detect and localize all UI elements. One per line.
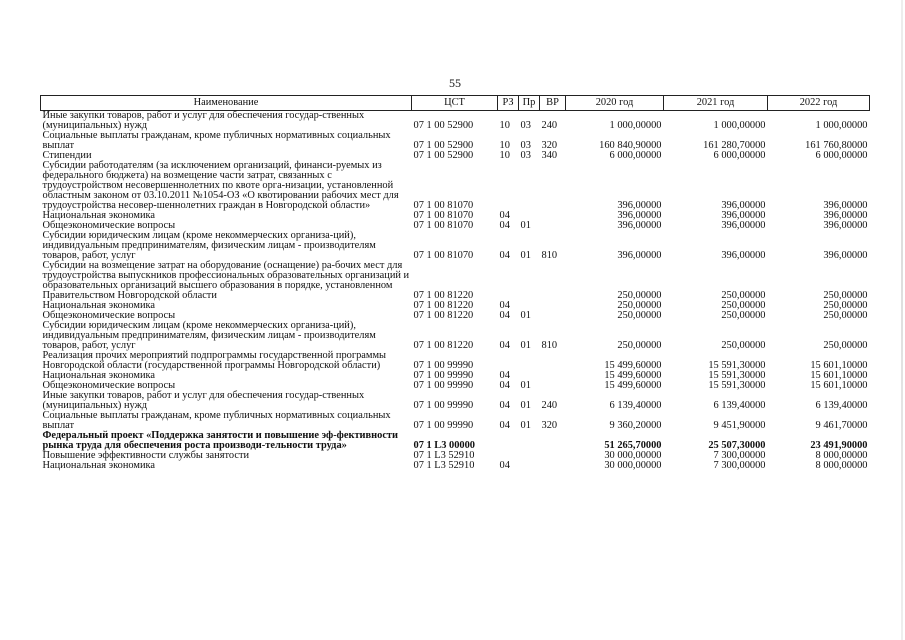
row-cst: 07 1 00 81220 <box>413 340 474 351</box>
row-pr <box>519 161 540 211</box>
row-rz: 04 <box>499 460 510 471</box>
row-vr <box>540 221 566 231</box>
row-name: Общеэкономические вопросы <box>42 310 176 321</box>
row-name: Субсидии на возмещение затрат на оборудование (оснащение) ра-бочих мест для трудоустройства выпускников профессиональных образовательных организаций и образовательных организаций высшего образования в порядке, установленном Правительством Новгородской области <box>42 260 410 301</box>
row-2020: 30 000,00000 <box>604 460 662 471</box>
row-2022: 396,00000 <box>823 200 868 211</box>
row-2021: 6 000,00000 <box>713 150 766 161</box>
row-pr: 01 <box>520 340 531 351</box>
row-pr <box>519 451 540 461</box>
row-2021: 396,00000 <box>721 220 766 231</box>
row-rz: 04 <box>499 250 510 261</box>
table-row <box>41 111 870 132</box>
header-row <box>41 96 870 111</box>
row-cst: 07 1 00 52900 <box>413 150 474 161</box>
row-pr: 01 <box>520 250 531 261</box>
row-2022: 396,00000 <box>823 220 868 231</box>
table-row <box>41 411 870 431</box>
row-name: Федеральный проект «Поддержка занятости и повышение эф-фективности рынка труда для обеспечения роста производи-тельности труда» <box>42 430 399 451</box>
header-vr: ВР <box>540 96 566 111</box>
row-2022: 250,00000 <box>823 290 868 301</box>
row-vr <box>540 461 566 471</box>
row-2021: 250,00000 <box>721 290 766 301</box>
row-rz: 10 <box>499 140 510 151</box>
row-2022: 6 000,00000 <box>815 150 868 161</box>
row-name: Социальные выплаты гражданам, кроме публичных нормативных социальных выплат <box>42 130 391 151</box>
table-row <box>41 321 870 351</box>
row-2022: 8 000,00000 <box>815 450 868 461</box>
row-vr <box>540 301 566 311</box>
row-cst: 07 1 00 99990 <box>413 380 474 391</box>
row-name: Реализация прочих мероприятий подпрограммы государственной программы Новгородской области (государственной программы Новгородской области) <box>42 350 387 371</box>
row-2020: 6 139,40000 <box>609 400 662 411</box>
row-rz <box>498 261 519 301</box>
row-name: Субсидии юридическим лицам (кроме некоммерческих организа-ций), индивидуальным предпринимателям, физическим лицам - производителям товаров, работ, услуг <box>42 230 376 261</box>
row-pr <box>519 431 540 451</box>
row-cst: 07 1 00 99990 <box>413 370 474 381</box>
header-2021: 2021 год <box>664 96 768 111</box>
row-2021: 161 280,70000 <box>703 140 766 151</box>
row-2021: 1 000,00000 <box>713 120 766 131</box>
row-rz: 04 <box>499 400 510 411</box>
table-row <box>41 431 870 451</box>
table-row <box>41 131 870 151</box>
row-cst: 07 1 00 81070 <box>413 200 474 211</box>
row-2022: 250,00000 <box>823 300 868 311</box>
row-2020: 15 499,60000 <box>604 360 662 371</box>
row-2022: 15 601,10000 <box>810 360 868 371</box>
row-cst: 07 1 L3 52910 <box>413 460 475 471</box>
row-2021: 250,00000 <box>721 340 766 351</box>
row-cst: 07 1 00 99990 <box>413 360 474 371</box>
row-vr: 240 <box>541 120 558 131</box>
row-pr: 03 <box>520 120 531 131</box>
row-vr <box>540 311 566 321</box>
row-vr <box>540 431 566 451</box>
row-2021: 15 591,30000 <box>708 370 766 381</box>
row-cst: 07 1 00 52900 <box>413 140 474 151</box>
row-2022: 9 461,70000 <box>815 420 868 431</box>
header-2022: 2022 год <box>768 96 870 111</box>
row-cst: 07 1 00 81070 <box>413 250 474 261</box>
row-pr: 01 <box>520 420 531 431</box>
page-number: 55 <box>449 76 461 90</box>
row-pr <box>519 351 540 371</box>
table-row <box>41 351 870 371</box>
row-2022: 15 601,10000 <box>810 370 868 381</box>
header-cst: ЦСТ <box>412 96 498 111</box>
row-rz <box>498 351 519 371</box>
row-name: Иные закупки товаров, работ и услуг для обеспечения государ-ственных (муниципальных) нужд <box>42 390 365 411</box>
row-vr <box>540 161 566 211</box>
row-2020: 396,00000 <box>617 250 662 261</box>
row-rz <box>498 431 519 451</box>
row-2021: 396,00000 <box>721 250 766 261</box>
row-2021: 25 507,30000 <box>708 440 766 451</box>
row-pr: 01 <box>520 310 531 321</box>
row-name: Стипендии <box>42 150 92 161</box>
header-rz: РЗ <box>498 96 519 111</box>
row-2021: 7 300,00000 <box>713 450 766 461</box>
row-vr <box>540 451 566 461</box>
row-2020: 9 360,20000 <box>609 420 662 431</box>
row-pr <box>519 461 540 471</box>
row-rz: 04 <box>499 310 510 321</box>
header-pr: Пр <box>519 96 540 111</box>
row-vr: 240 <box>541 400 558 411</box>
row-2022: 396,00000 <box>823 210 868 221</box>
row-name: Общеэкономические вопросы <box>42 220 176 231</box>
row-2020: 160 840,90000 <box>599 140 662 151</box>
row-vr <box>540 371 566 381</box>
row-cst: 07 1 00 81070 <box>413 210 474 221</box>
row-2020: 6 000,00000 <box>609 150 662 161</box>
row-pr: 03 <box>520 150 531 161</box>
row-vr <box>540 351 566 371</box>
row-2022: 15 601,10000 <box>810 380 868 391</box>
row-vr <box>540 381 566 391</box>
table-row <box>41 391 870 411</box>
row-rz <box>498 161 519 211</box>
row-rz: 04 <box>499 340 510 351</box>
row-rz: 04 <box>499 420 510 431</box>
row-pr: 01 <box>520 400 531 411</box>
header-2020: 2020 год <box>566 96 664 111</box>
row-rz: 04 <box>499 300 510 311</box>
row-2021: 250,00000 <box>721 310 766 321</box>
row-2022: 250,00000 <box>823 310 868 321</box>
row-name: Субсидии юридическим лицам (кроме некоммерческих организа-ций), индивидуальным предпринимателям, физическим лицам - производителям товаров, работ, услуг <box>42 320 376 351</box>
row-name: Общеэкономические вопросы <box>42 380 176 391</box>
table-row <box>41 461 870 471</box>
row-pr: 01 <box>520 220 531 231</box>
row-rz: 04 <box>499 210 510 221</box>
budget-table <box>40 95 870 471</box>
row-pr: 03 <box>520 140 531 151</box>
row-vr: 320 <box>541 420 558 431</box>
row-name: Иные закупки товаров, работ и услуг для обеспечения государ-ственных (муниципальных) нужд <box>42 110 365 131</box>
row-name: Национальная экономика <box>42 210 156 221</box>
row-2022: 250,00000 <box>823 340 868 351</box>
row-cst: 07 1 00 52900 <box>413 120 474 131</box>
row-2021: 9 451,90000 <box>713 420 766 431</box>
row-rz: 04 <box>499 370 510 381</box>
row-2020: 15 499,60000 <box>604 380 662 391</box>
row-2020: 250,00000 <box>617 340 662 351</box>
row-2020: 30 000,00000 <box>604 450 662 461</box>
table-row <box>41 231 870 261</box>
row-2021: 7 300,00000 <box>713 460 766 471</box>
row-cst: 07 1 00 81070 <box>413 220 474 231</box>
row-2020: 15 499,60000 <box>604 370 662 381</box>
row-2020: 250,00000 <box>617 310 662 321</box>
row-pr <box>519 261 540 301</box>
row-2020: 396,00000 <box>617 220 662 231</box>
row-2022: 8 000,00000 <box>815 460 868 471</box>
row-cst: 07 1 00 99990 <box>413 420 474 431</box>
row-cst: 07 1 L3 00000 <box>413 440 475 451</box>
row-2022: 396,00000 <box>823 250 868 261</box>
row-cst: 07 1 00 81220 <box>413 300 474 311</box>
row-cst: 07 1 00 99990 <box>413 400 474 411</box>
row-cst: 07 1 00 81220 <box>413 290 474 301</box>
row-cst: 07 1 00 81220 <box>413 310 474 321</box>
header-name: Наименование <box>41 96 412 111</box>
row-2020: 396,00000 <box>617 210 662 221</box>
row-vr: 810 <box>541 250 558 261</box>
row-2021: 396,00000 <box>721 210 766 221</box>
row-2021: 15 591,30000 <box>708 360 766 371</box>
row-rz: 04 <box>499 220 510 231</box>
row-vr <box>540 211 566 221</box>
row-2021: 396,00000 <box>721 200 766 211</box>
row-rz: 10 <box>499 120 510 131</box>
row-2020: 1 000,00000 <box>609 120 662 131</box>
row-vr: 320 <box>541 140 558 151</box>
row-2022: 23 491,90000 <box>810 440 868 451</box>
row-vr <box>540 261 566 301</box>
table-row <box>41 161 870 211</box>
row-rz: 10 <box>499 150 510 161</box>
row-name: Субсидии работодателям (за исключением организаций, финанси-руемых из федерального бюджета) на возмещение части затрат, связанных с трудоустройством несовершеннолетних по квоте орга-низации, установленной областным законом от 03.10.2011 №1054-ОЗ «О квотировании рабочих мест для трудоустройства несовер-шеннолетних граждан в Новгородской области» <box>42 160 399 211</box>
row-2020: 250,00000 <box>617 290 662 301</box>
row-cst: 07 1 L3 52910 <box>413 450 475 461</box>
row-pr: 01 <box>520 380 531 391</box>
scan-edge <box>901 0 903 640</box>
row-2020: 250,00000 <box>617 300 662 311</box>
row-2022: 1 000,00000 <box>815 120 868 131</box>
row-rz: 04 <box>499 380 510 391</box>
table-row <box>41 261 870 301</box>
row-2020: 51 265,70000 <box>604 440 662 451</box>
row-2022: 6 139,40000 <box>815 400 868 411</box>
row-name: Национальная экономика <box>42 460 156 471</box>
row-2022: 161 760,80000 <box>805 140 868 151</box>
row-vr: 340 <box>541 150 558 161</box>
row-2021: 6 139,40000 <box>713 400 766 411</box>
row-name: Повышение эффективности службы занятости <box>42 450 250 461</box>
row-2021: 250,00000 <box>721 300 766 311</box>
row-name: Национальная экономика <box>42 300 156 311</box>
row-2020: 396,00000 <box>617 200 662 211</box>
row-vr: 810 <box>541 340 558 351</box>
row-2021: 15 591,30000 <box>708 380 766 391</box>
row-name: Социальные выплаты гражданам, кроме публичных нормативных социальных выплат <box>42 410 391 431</box>
row-name: Национальная экономика <box>42 370 156 381</box>
